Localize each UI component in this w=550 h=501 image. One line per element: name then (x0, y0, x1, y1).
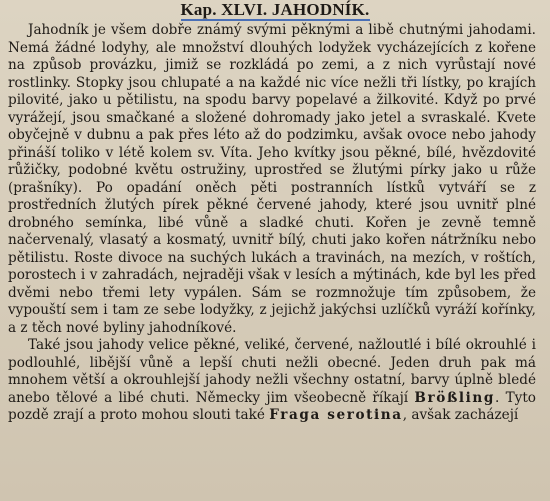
paragraph-varieties-text-before: Také jsou jahody velice pěkné, veliké, červené, nažloutlé i bílé okrouhlé i podlouhlé, libější vůně a lepší chuti nežli obecné. Jeden druh pak má mnohem větší a okrouhlejší jahody nežli všechny ostatní, barvy úplně bledé anebo tělové a libé chuti. Německy jim všeobecně říkají (8, 337, 536, 406)
chapter-body (8, 22, 536, 425)
paragraph-varieties (8, 337, 536, 425)
german-name-brossling: Brößling (414, 389, 495, 406)
paragraph-varieties-text-after: , avšak zacházejí (402, 407, 519, 423)
paragraph-description: Jahodník je všem dobře známý svými pěknými a libě chutnými jahodami. Nemá žádné lodyhy, ale množství dlouhých lodyžek vycházejících z kořene na způsob provázku, jimiž se rozkládá po zemi, a z nich vyrůstají nové rostlinky. Stopky jsou chlupaté a na každé nic více nežli tři lístky, po krajích pilovité, jako u pětilistu, na spodu barvy popelavé a žilkovité. Když po prvé vyrážejí, jsou smačkané a složené dohromady jako jetel a svraskalé. Kvete obyčejně v dubnu a pak přes léto až do podzimku, avšak ovoce nebo jahody přináší toliko v létě kolem sv. Víta. Jeho kvítky jsou pěkné, bílé, hvězdovité růžičky, podobné květu ostružiny, uprostřed se žlutými pírky jako u růže (prašníky). Po opadání oněch pěti postranních lístků vytváří se z prostředních žlutých pírek pěkné červené jahody, které jsou uvnitř plné drobného semínka, libé vůně a sladké chuti. Kořen je zevně temně načervenalý, vlasatý a kosmatý, uvnitř bílý, chuti jako kořen nátržníku nebo pětilistu. Roste divoce na suchých lukách a travinách, na mezích, v roštích, porostech i v zahradách, nejraději však v lesích a mýtinách, kde byl les před dvěmi nebo třemi lety vypálen. Sám se rozmnožuje tím způsobem, že vypouští sem i tam ze sebe lodyžky, z jejichž jakýchsi uzlíčků vyráží kořínky, a z těch nové byliny jahodníkové. (8, 22, 536, 336)
paragraph-varieties-text-middle: . Tyto pozdě zrají a proto mohou slouti také (8, 389, 536, 423)
latin-name-fraga-serotina: Fraga serotina (269, 407, 403, 423)
chapter-heading-container (0, 0, 550, 22)
chapter-heading: Kap. XLVI. JAHODNÍK. (180, 0, 370, 19)
